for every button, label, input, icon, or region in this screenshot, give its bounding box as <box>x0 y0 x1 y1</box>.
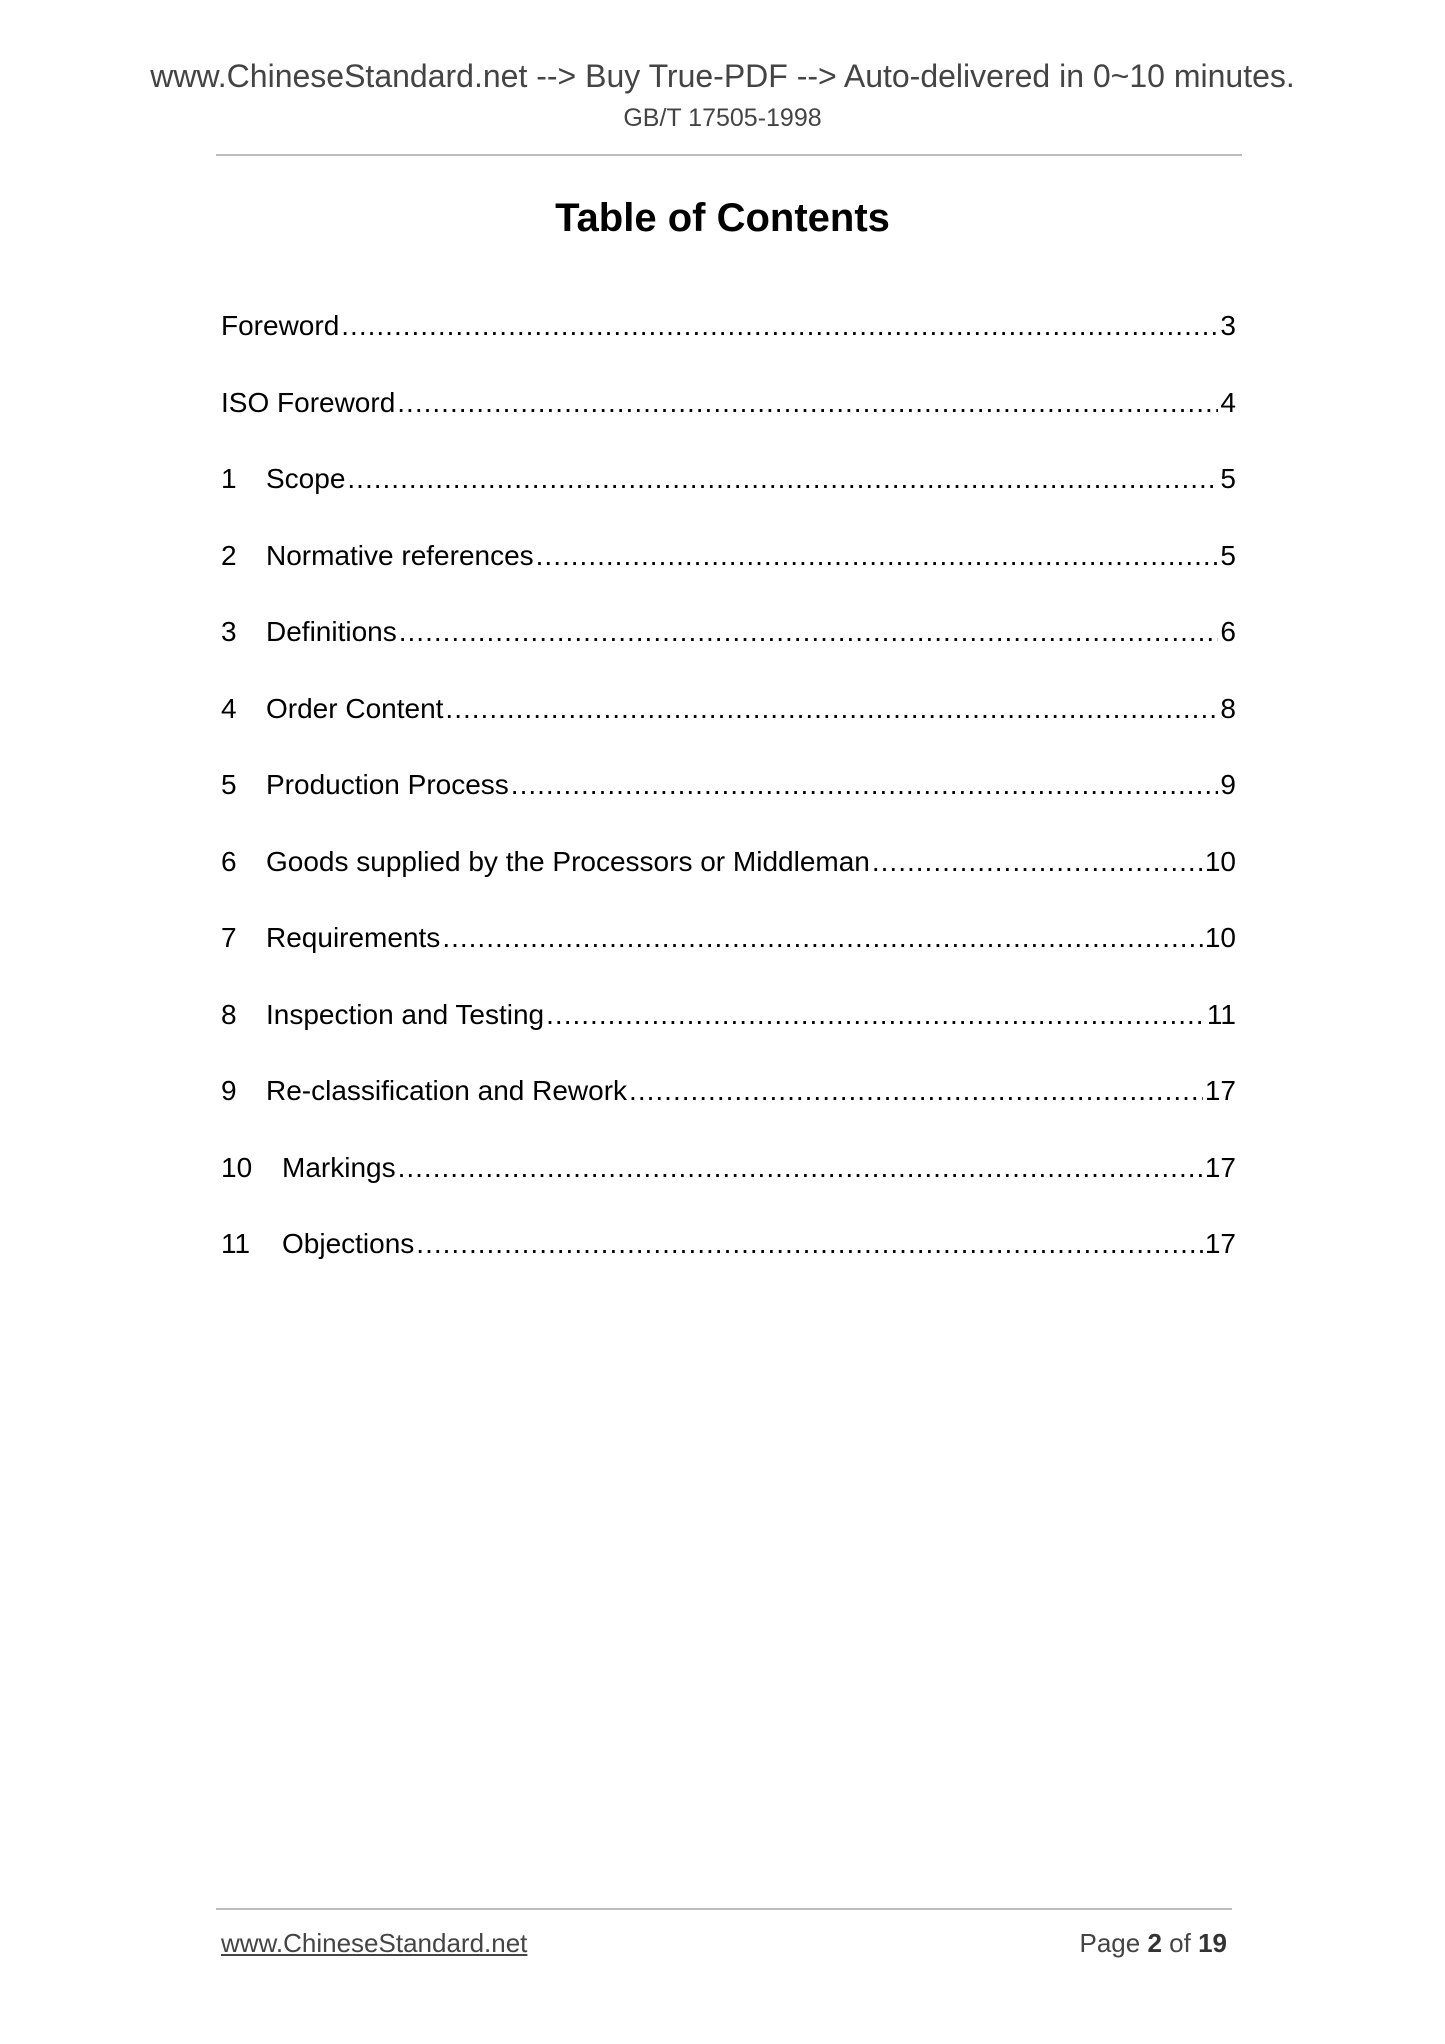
toc-entry-label: Production Process <box>266 769 509 800</box>
toc-entry-number: 7 <box>221 922 237 953</box>
current-page: 2 <box>1147 1928 1162 1958</box>
footer-website-link[interactable]: www.ChineseStandard.net <box>221 1928 528 1958</box>
toc-entry-number: 10 <box>221 1151 253 1183</box>
toc-entry-label: Foreword <box>221 310 340 341</box>
toc-entry-number: 5 <box>221 769 237 800</box>
toc-list <box>221 310 1236 1305</box>
page-title: Table of Contents <box>555 196 890 240</box>
toc-entry-goods-supplied[interactable] <box>221 846 1236 923</box>
toc-entry-page: 6 <box>1220 616 1236 647</box>
toc-entry-page: 10 <box>1204 922 1236 953</box>
toc-entry-page: 17 <box>1204 1228 1236 1259</box>
toc-entry-page: 10 <box>1204 845 1236 877</box>
page-prefix: Page <box>1079 1928 1141 1958</box>
toc-entry-foreword[interactable] <box>221 310 1236 387</box>
toc-entry-number: 9 <box>221 1075 237 1106</box>
toc-entry-page: 3 <box>1220 310 1236 341</box>
toc-entry-inspection-testing[interactable] <box>221 999 1236 1076</box>
toc-entry-page: 5 <box>1220 463 1236 494</box>
total-pages: 19 <box>1198 1928 1227 1958</box>
toc-dot-leader <box>416 1228 1203 1260</box>
toc-entry-number: 11 <box>221 1228 251 1259</box>
toc-entry-label: Objections <box>282 1228 415 1259</box>
toc-entry-reclassification-rework[interactable] <box>221 1075 1236 1152</box>
toc-dot-leader <box>397 387 1218 419</box>
page-number <box>1079 1928 1227 1959</box>
toc-entry-production-process[interactable] <box>221 769 1236 846</box>
toc-entry-page: 11 <box>1206 998 1236 1030</box>
toc-entry-scope[interactable] <box>221 463 1236 540</box>
toc-dot-leader <box>399 616 1219 648</box>
toc-dot-leader <box>341 310 1218 342</box>
header-divider <box>216 154 1242 156</box>
toc-entry-label: Definitions <box>266 616 397 647</box>
toc-entry-markings[interactable] <box>221 1152 1236 1229</box>
toc-entry-number: 6 <box>221 845 237 877</box>
toc-entry-label: Goods supplied by the Processors or Middleman <box>266 845 870 877</box>
toc-dot-leader <box>546 999 1205 1031</box>
toc-entry-number: 1 <box>221 463 237 494</box>
toc-entry-normative-references[interactable] <box>221 540 1236 617</box>
toc-entry-label: Re-classification and Rework <box>266 1075 628 1106</box>
toc-entry-label: Normative references <box>266 539 534 571</box>
toc-entry-definitions[interactable] <box>221 616 1236 693</box>
toc-dot-leader <box>347 463 1218 495</box>
header-banner: www.ChineseStandard.net --> Buy True-PDF --> Auto-delivered in 0~10 minutes. <box>150 58 1295 94</box>
toc-dot-leader <box>511 769 1219 801</box>
toc-entry-label: Order Content <box>266 692 444 724</box>
toc-dot-leader <box>629 1075 1203 1107</box>
toc-entry-number: 3 <box>221 616 237 647</box>
toc-dot-leader <box>872 846 1203 878</box>
standard-code: GB/T 17505-1998 <box>623 104 822 132</box>
toc-entry-number: 2 <box>221 539 237 571</box>
toc-dot-leader <box>445 693 1218 725</box>
toc-entry-label: Scope <box>266 463 346 494</box>
toc-dot-leader <box>398 1152 1203 1184</box>
toc-entry-page: 17 <box>1204 1151 1236 1183</box>
toc-entry-label: Inspection and Testing <box>266 998 545 1030</box>
toc-entry-number: 8 <box>221 998 237 1030</box>
toc-entry-page: 9 <box>1220 769 1236 800</box>
toc-entry-iso-foreword[interactable] <box>221 387 1236 464</box>
toc-entry-label: Requirements <box>266 922 441 953</box>
toc-entry-number: 4 <box>221 692 237 724</box>
toc-dot-leader <box>442 922 1203 954</box>
toc-entry-label: ISO Foreword <box>221 386 396 418</box>
toc-entry-page: 4 <box>1220 386 1236 418</box>
toc-entry-label: Markings <box>282 1151 396 1183</box>
toc-dot-leader <box>536 540 1219 572</box>
footer-divider <box>216 1908 1232 1910</box>
toc-entry-page: 17 <box>1204 1075 1236 1106</box>
toc-entry-order-content[interactable] <box>221 693 1236 770</box>
toc-entry-page: 8 <box>1220 692 1236 724</box>
toc-entry-page: 5 <box>1220 539 1236 571</box>
page-separator: of <box>1169 1928 1191 1958</box>
toc-entry-requirements[interactable] <box>221 922 1236 999</box>
toc-entry-objections[interactable] <box>221 1228 1236 1305</box>
